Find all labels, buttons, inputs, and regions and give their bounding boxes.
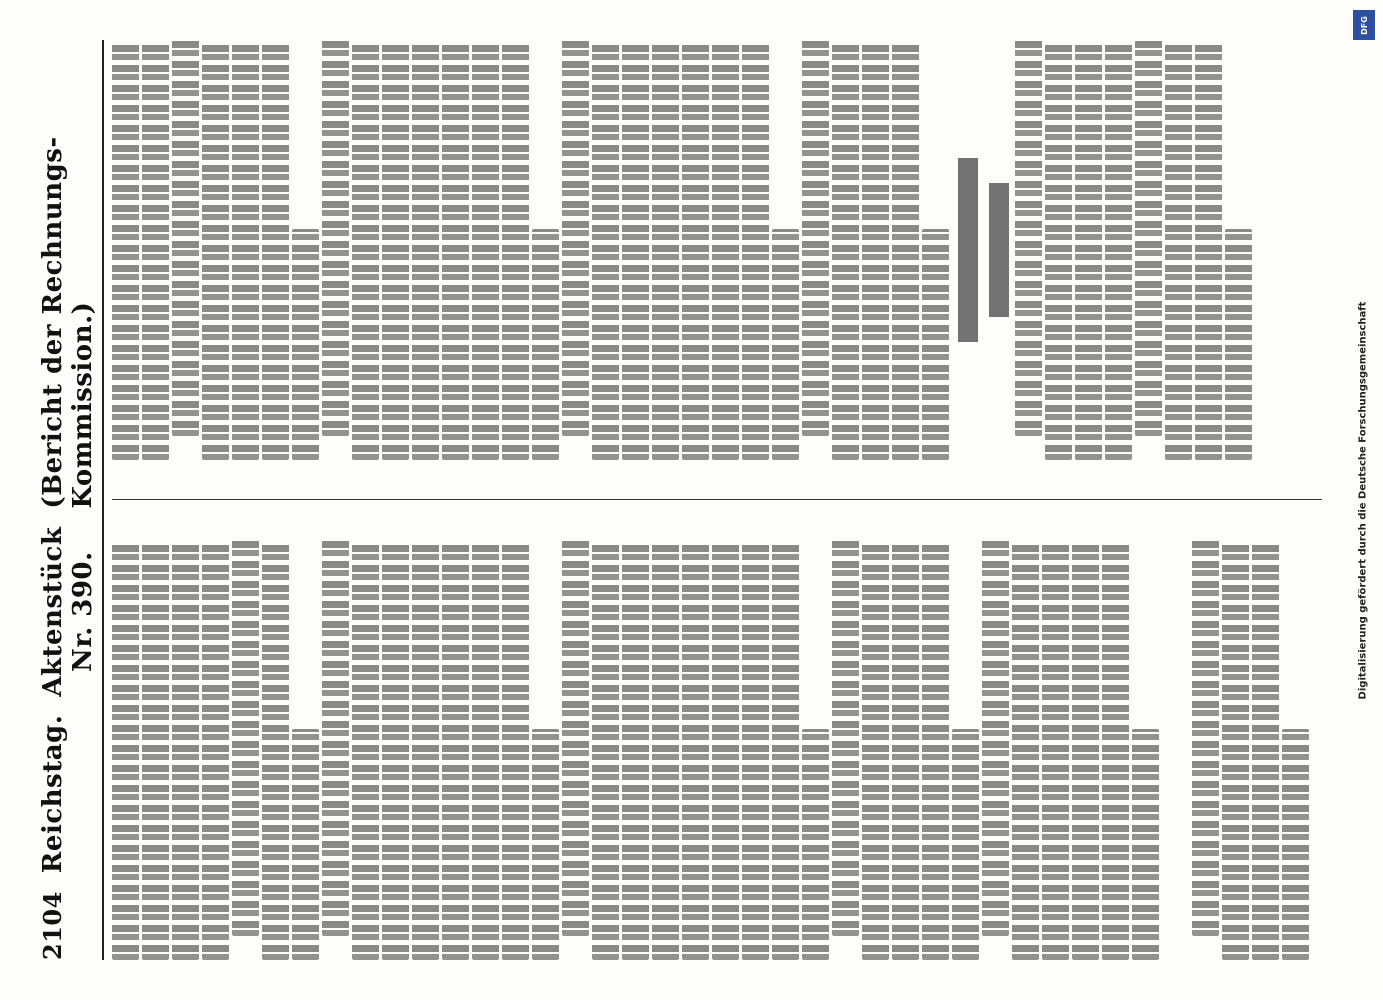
page-number: 2104: [38, 891, 67, 960]
header-document-number: Aktenstück Nr. 390.: [38, 526, 98, 697]
left-column-text: [112, 540, 1322, 960]
digitization-note: [1343, 0, 1383, 1000]
section-heading: [953, 40, 980, 460]
dfg-logo-text: DFG: [1359, 15, 1369, 35]
header-rule: [102, 40, 104, 960]
section-subheading: [984, 40, 1011, 460]
page-header: [38, 40, 98, 960]
dfg-logo: [1353, 10, 1375, 40]
column-divider: [112, 499, 1322, 500]
header-reichstag: Reichstag.: [38, 714, 68, 874]
digitization-note-text: Digitalisierung gefördert durch die Deutsche Forschungsgemeinschaft: [1357, 301, 1369, 699]
header-commission-title: (Bericht der Rechnungs-Kommission.): [38, 136, 98, 509]
right-column-text: [112, 40, 1322, 460]
